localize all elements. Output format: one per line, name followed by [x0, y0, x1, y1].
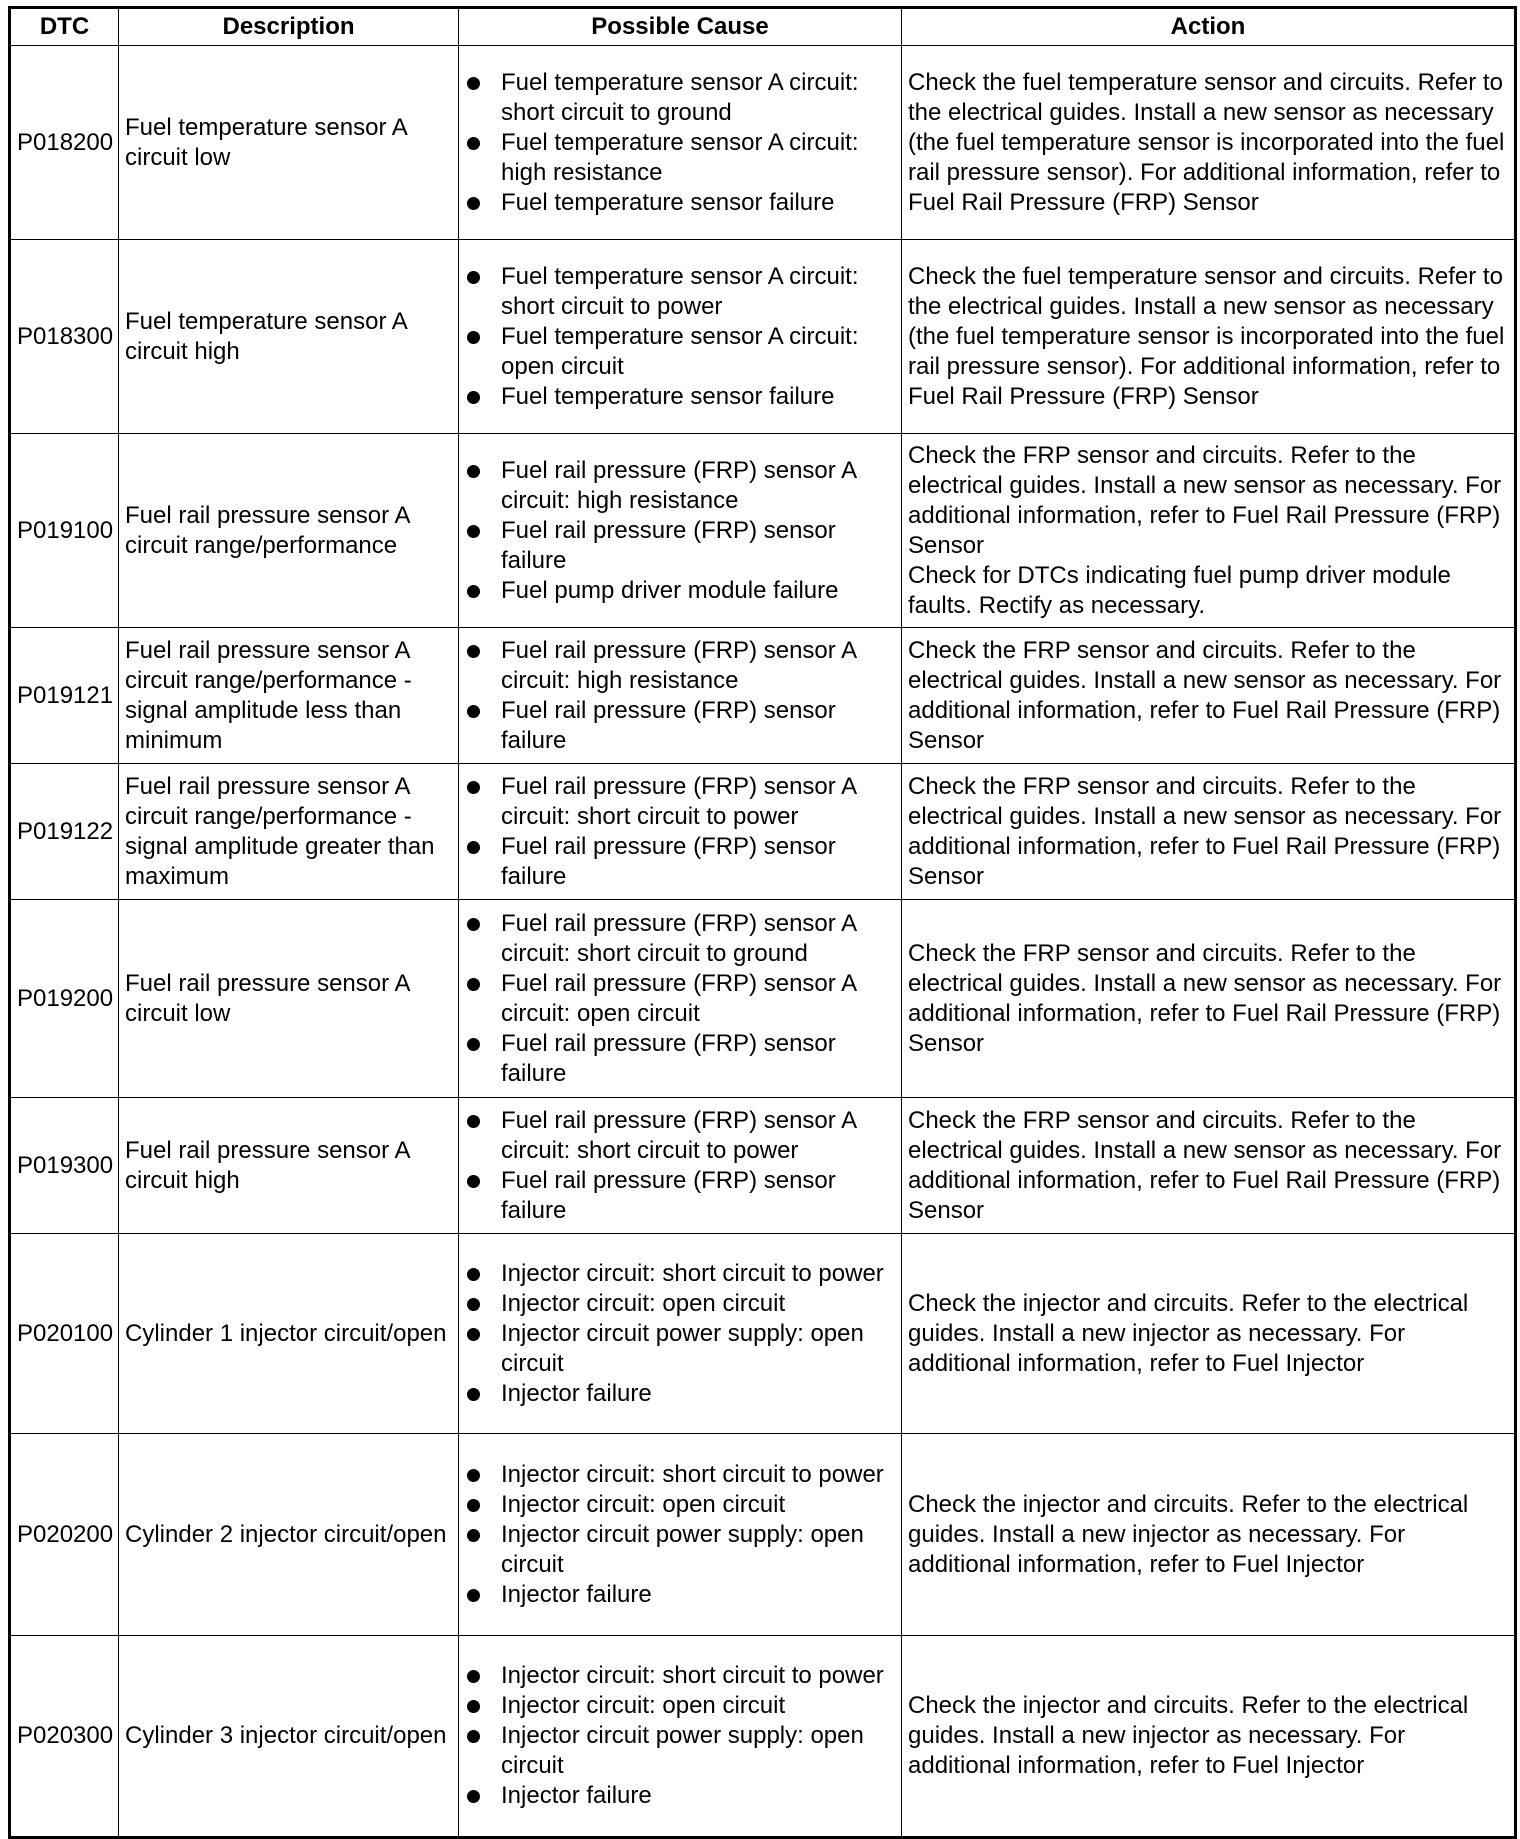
cause-item: Fuel rail pressure (FRP) sensor A circuit: open circuit	[465, 969, 897, 1029]
action-text: Check the FRP sensor and circuits. Refer to the electrical guides. Install a new sensor as necessary. For additional information, refer to Fuel Rail Pressure (FRP) Sensor	[908, 1106, 1502, 1224]
action-cell	[902, 46, 1516, 240]
bullet-icon	[467, 1790, 480, 1803]
dtc-code: P019100	[10, 434, 119, 628]
description-cell: Fuel temperature sensor A circuit high	[119, 240, 459, 434]
description-cell: Fuel rail pressure sensor A circuit low	[119, 900, 459, 1098]
cause-item: Fuel pump driver module failure	[465, 576, 897, 606]
description-cell: Fuel rail pressure sensor A circuit range/performance	[119, 434, 459, 628]
description-cell: Fuel rail pressure sensor A circuit high	[119, 1098, 459, 1234]
dtc-code: P019122	[10, 764, 119, 900]
bullet-icon	[467, 525, 480, 538]
dtc-code: P020100	[10, 1234, 119, 1434]
header-row	[10, 8, 1516, 46]
possible-cause-cell	[459, 900, 902, 1098]
bullet-icon	[467, 1038, 480, 1051]
possible-cause-cell	[459, 434, 902, 628]
dtc-code: P019200	[10, 900, 119, 1098]
cause-item: Fuel rail pressure (FRP) sensor failure	[465, 696, 897, 756]
table-row	[10, 1234, 1516, 1434]
cause-item: Injector circuit: short circuit to power	[465, 1460, 897, 1490]
cause-list	[465, 1259, 897, 1409]
description-cell: Cylinder 1 injector circuit/open	[119, 1234, 459, 1434]
bullet-icon	[467, 645, 480, 658]
table-row	[10, 764, 1516, 900]
header-dtc: DTC	[10, 8, 119, 46]
bullet-icon	[467, 1268, 480, 1281]
bullet-icon	[467, 1529, 480, 1542]
table-row	[10, 900, 1516, 1098]
possible-cause-cell	[459, 1234, 902, 1434]
cause-item: Injector circuit: open circuit	[465, 1490, 897, 1520]
table-body	[10, 46, 1516, 1838]
bullet-icon	[467, 77, 480, 90]
bullet-icon	[467, 705, 480, 718]
action-text: Check the FRP sensor and circuits. Refer to the electrical guides. Install a new sensor as necessary. For additional information, refer to Fuel Rail Pressure (FRP) Sensor	[908, 939, 1502, 1057]
description-cell: Cylinder 2 injector circuit/open	[119, 1434, 459, 1636]
bullet-icon	[467, 465, 480, 478]
bullet-icon	[467, 1730, 480, 1743]
action-cell	[902, 900, 1516, 1098]
table-row	[10, 1098, 1516, 1234]
cause-item: Fuel rail pressure (FRP) sensor A circuit: short circuit to power	[465, 772, 897, 832]
bullet-icon	[467, 1115, 480, 1128]
bullet-icon	[467, 271, 480, 284]
cause-item: Fuel temperature sensor A circuit: short circuit to ground	[465, 68, 897, 128]
description-cell: Fuel rail pressure sensor A circuit range/performance - signal amplitude greater than maximum	[119, 764, 459, 900]
table-row	[10, 628, 1516, 764]
header-possible-cause: Possible Cause	[459, 8, 902, 46]
possible-cause-cell	[459, 1636, 902, 1838]
action-cell	[902, 434, 1516, 628]
dtc-code: P020300	[10, 1636, 119, 1838]
cause-item: Injector failure	[465, 1580, 897, 1610]
possible-cause-cell	[459, 764, 902, 900]
dtc-code: P019121	[10, 628, 119, 764]
cause-list	[465, 262, 897, 412]
cause-item: Fuel rail pressure (FRP) sensor A circuit: high resistance	[465, 456, 897, 516]
action-text: Check the injector and circuits. Refer to the electrical guides. Install a new injector as necessary. For additional information, refer to Fuel Injector	[908, 1289, 1469, 1377]
cause-item: Fuel temperature sensor A circuit: short circuit to power	[465, 262, 897, 322]
cause-item: Injector circuit power supply: open circuit	[465, 1319, 897, 1379]
table-row	[10, 1434, 1516, 1636]
cause-item: Fuel temperature sensor failure	[465, 382, 897, 412]
cause-list	[465, 636, 897, 756]
possible-cause-cell	[459, 240, 902, 434]
bullet-icon	[467, 1175, 480, 1188]
action-text: Check the fuel temperature sensor and circuits. Refer to the electrical guides. Install a new sensor as necessary (the fuel temperature sensor is incorporated into the fuel rail pressure sensor). For additional information, refer to Fuel Rail Pressure (FRP) Sensor	[908, 262, 1505, 410]
bullet-icon	[467, 1700, 480, 1713]
cause-item: Fuel rail pressure (FRP) sensor A circuit: short circuit to power	[465, 1106, 897, 1166]
bullet-icon	[467, 585, 480, 598]
dtc-table	[8, 6, 1517, 1839]
bullet-icon	[467, 1589, 480, 1602]
cause-item: Fuel rail pressure (FRP) sensor failure	[465, 1166, 897, 1226]
cause-list	[465, 1661, 897, 1811]
bullet-icon	[467, 841, 480, 854]
table-row	[10, 46, 1516, 240]
bullet-icon	[467, 331, 480, 344]
action-text: Check the FRP sensor and circuits. Refer to the electrical guides. Install a new sensor as necessary. For additional information, refer to Fuel Rail Pressure (FRP) Sensor	[908, 441, 1502, 559]
action-text: Check the FRP sensor and circuits. Refer to the electrical guides. Install a new sensor as necessary. For additional information, refer to Fuel Rail Pressure (FRP) Sensor	[908, 636, 1502, 754]
action-cell	[902, 240, 1516, 434]
dtc-code: P019300	[10, 1098, 119, 1234]
bullet-icon	[467, 1469, 480, 1482]
bullet-icon	[467, 1388, 480, 1401]
bullet-icon	[467, 781, 480, 794]
action-text: Check the injector and circuits. Refer to the electrical guides. Install a new injector as necessary. For additional information, refer to Fuel Injector	[908, 1490, 1469, 1578]
cause-item: Injector circuit power supply: open circuit	[465, 1520, 897, 1580]
cause-item: Fuel temperature sensor A circuit: high resistance	[465, 128, 897, 188]
cause-item: Injector circuit: open circuit	[465, 1691, 897, 1721]
dtc-code: P018200	[10, 46, 119, 240]
description-cell: Cylinder 3 injector circuit/open	[119, 1636, 459, 1838]
cause-list	[465, 68, 897, 218]
cause-item: Fuel temperature sensor failure	[465, 188, 897, 218]
bullet-icon	[467, 1499, 480, 1512]
table-row	[10, 1636, 1516, 1838]
cause-list	[465, 456, 897, 606]
bullet-icon	[467, 1328, 480, 1341]
possible-cause-cell	[459, 1098, 902, 1234]
table-row	[10, 240, 1516, 434]
table-row	[10, 434, 1516, 628]
cause-item: Injector circuit power supply: open circuit	[465, 1721, 897, 1781]
action-cell	[902, 1434, 1516, 1636]
action-text: Check for DTCs indicating fuel pump driver module faults. Rectify as necessary.	[908, 561, 1451, 619]
header-description: Description	[119, 8, 459, 46]
bullet-icon	[467, 918, 480, 931]
header-action: Action	[902, 8, 1516, 46]
cause-list	[465, 1106, 897, 1226]
action-cell	[902, 1636, 1516, 1838]
bullet-icon	[467, 978, 480, 991]
cause-item: Injector circuit: short circuit to power	[465, 1661, 897, 1691]
cause-list	[465, 1460, 897, 1610]
action-cell	[902, 764, 1516, 900]
dtc-code: P018300	[10, 240, 119, 434]
bullet-icon	[467, 391, 480, 404]
possible-cause-cell	[459, 1434, 902, 1636]
action-cell	[902, 1098, 1516, 1234]
cause-list	[465, 909, 897, 1089]
possible-cause-cell	[459, 628, 902, 764]
cause-item: Injector failure	[465, 1379, 897, 1409]
bullet-icon	[467, 1670, 480, 1683]
bullet-icon	[467, 137, 480, 150]
action-text: Check the FRP sensor and circuits. Refer to the electrical guides. Install a new sensor as necessary. For additional information, refer to Fuel Rail Pressure (FRP) Sensor	[908, 772, 1502, 890]
cause-item: Fuel rail pressure (FRP) sensor failure	[465, 516, 897, 576]
description-cell: Fuel rail pressure sensor A circuit range/performance - signal amplitude less than minimum	[119, 628, 459, 764]
possible-cause-cell	[459, 46, 902, 240]
cause-item: Injector circuit: short circuit to power	[465, 1259, 897, 1289]
cause-item: Fuel temperature sensor A circuit: open circuit	[465, 322, 897, 382]
action-text: Check the fuel temperature sensor and circuits. Refer to the electrical guides. Install a new sensor as necessary (the fuel temperature sensor is incorporated into the fuel rail pressure sensor). For additional information, refer to Fuel Rail Pressure (FRP) Sensor	[908, 68, 1505, 216]
description-cell: Fuel temperature sensor A circuit low	[119, 46, 459, 240]
action-cell	[902, 1234, 1516, 1434]
bullet-icon	[467, 197, 480, 210]
cause-item: Fuel rail pressure (FRP) sensor failure	[465, 832, 897, 892]
cause-item: Fuel rail pressure (FRP) sensor A circuit: short circuit to ground	[465, 909, 897, 969]
action-cell	[902, 628, 1516, 764]
cause-item: Injector failure	[465, 1781, 897, 1811]
bullet-icon	[467, 1298, 480, 1311]
cause-list	[465, 772, 897, 892]
cause-item: Injector circuit: open circuit	[465, 1289, 897, 1319]
dtc-code: P020200	[10, 1434, 119, 1636]
cause-item: Fuel rail pressure (FRP) sensor failure	[465, 1029, 897, 1089]
cause-item: Fuel rail pressure (FRP) sensor A circuit: high resistance	[465, 636, 897, 696]
action-text: Check the injector and circuits. Refer to the electrical guides. Install a new injector as necessary. For additional information, refer to Fuel Injector	[908, 1692, 1469, 1779]
